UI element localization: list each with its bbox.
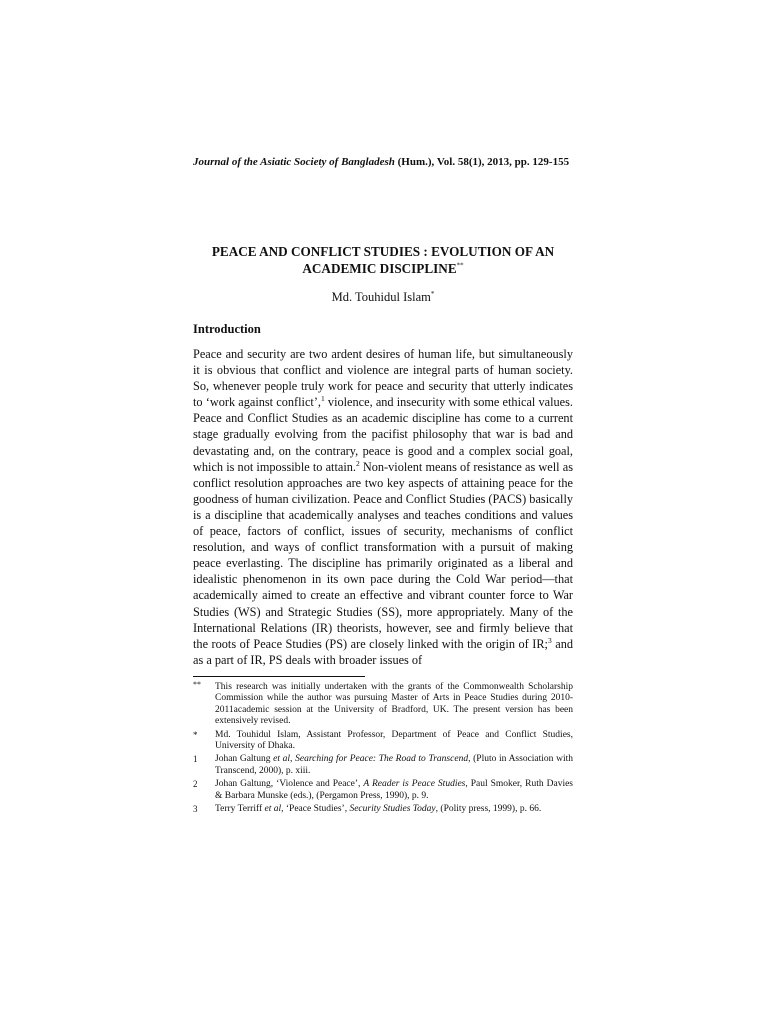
footnote-mark: 3	[193, 804, 198, 815]
footnote-mark: 1	[193, 754, 198, 765]
citation-publisher: , (Pluto in Association with Transcend, 2000), p. xiii.	[215, 754, 573, 776]
section-heading: Introduction	[193, 322, 261, 336]
journal-header	[193, 156, 573, 168]
body-paragraph	[193, 346, 573, 668]
body-segment-1: Peace and security are two ardent desires of human life, but simultaneously it is obvious that conflict and violence are integral parts of human society. So, whenever people truly work for peace and security that utterly indicates to ‘work against conflict’,	[193, 347, 573, 410]
footnote-item	[193, 754, 573, 777]
footnote-item	[193, 804, 573, 815]
footnote-item	[193, 730, 573, 753]
footnote-text	[215, 754, 573, 777]
footnote-ref-2: 2	[355, 458, 360, 468]
journal-details: (Hum.), Vol. 58(1), 2013, pp. 129-155	[394, 156, 570, 168]
article-title	[193, 243, 573, 277]
author-name: Md. Touhidul Islam	[331, 290, 431, 304]
footnote-mark: 2	[193, 779, 198, 790]
title-line-1: PEACE AND CONFLICT STUDIES : EVOLUTION OF AN	[211, 244, 555, 259]
footnote-text	[215, 804, 573, 815]
footnote-item	[193, 779, 573, 802]
citation-publisher: , (Polity press, 1999), p. 66.	[435, 804, 542, 815]
citation-author: Terry Terriff	[215, 804, 265, 815]
footnote-ref-1: 1	[321, 394, 325, 404]
title-footnote-mark: **	[456, 261, 464, 270]
citation-publisher: , Paul Smoker, Ruth Davies & Barbara Munske (eds.), (Pergamon Press, 1990), p. 9.	[215, 779, 573, 801]
citation-et-al: et al	[264, 804, 282, 815]
citation-title: Searching for Peace: The Road to Transcend	[295, 754, 469, 765]
footnote-mark: **	[193, 680, 201, 689]
citation-title: Security Studies Today	[349, 804, 436, 815]
body-segment-4: and as a part of IR, PS deals with broader issues of	[193, 636, 573, 667]
footnote-ref-3: 3	[547, 635, 552, 645]
citation-author: Johan Galtung	[215, 754, 274, 765]
footnote-text	[215, 779, 573, 802]
title-line-2	[193, 260, 573, 277]
citation-title: A Reader is Peace Studies	[363, 779, 466, 790]
citation-et-al: et al	[273, 754, 291, 765]
citation-separator: ,	[290, 754, 296, 765]
title-line-2-text: ACADEMIC DISCIPLINE	[302, 261, 457, 276]
footnote-divider	[193, 676, 365, 677]
citation-separator: , ‘Peace Studies’,	[281, 804, 350, 815]
footnote-mark: *	[193, 729, 198, 740]
footnote-text: This research was initially undertaken with the grants of the Commonwealth Scholarship Commission while the author was pursuing Master of Arts in Peace Studies during 2010-2011academic session at the University of Bradford, UK. The present version has been extensively revised.	[215, 682, 573, 727]
journal-name: Journal of the Asiatic Society of Bangladesh	[193, 156, 395, 168]
body-segment-3: Non-violent means of resistance as well as conflict resolution approaches are two key aspects of attaining peace for the goodness of human civilization. Peace and Conflict Studies (PACS) basically is a discipline that academically analyses and teaches conditions and values of peace, factors of conflict, issues of security, mechanisms of conflict resolution, and ways of conflict transformation with a pursuit of making peace everlasting. The discipline has primarily originated as a liberal and idealistic phenomenon in its own pace during the Cold War period—that academically aimed to create an effective and vibrant counter force to War Studies (WS) and Strategic Studies (SS), more appropriately. Many of the International Relations (IR) theorists, however, see and firmly believe that the roots of Peace Studies (PS) are closely linked with the origin of IR;	[193, 459, 574, 651]
footnotes	[193, 682, 573, 817]
body-segment-2: violence, and insecurity with some ethical values. Peace and Conflict Studies as an academic discipline has come to a current stage gradually evolving from the pacifist philosophy that war is bad and devastating and, on the contrary, peace is good and a complex social goal, which is not impossible to attain.	[193, 395, 573, 474]
author-line	[193, 290, 573, 305]
footnote-item	[193, 682, 573, 728]
author-footnote-mark: *	[430, 289, 435, 298]
footnote-text: Md. Touhidul Islam, Assistant Professor, Department of Peace and Conflict Studies, University of Dhaka.	[215, 729, 573, 752]
citation-author: Johan Galtung, ‘Violence and Peace’,	[215, 779, 364, 790]
